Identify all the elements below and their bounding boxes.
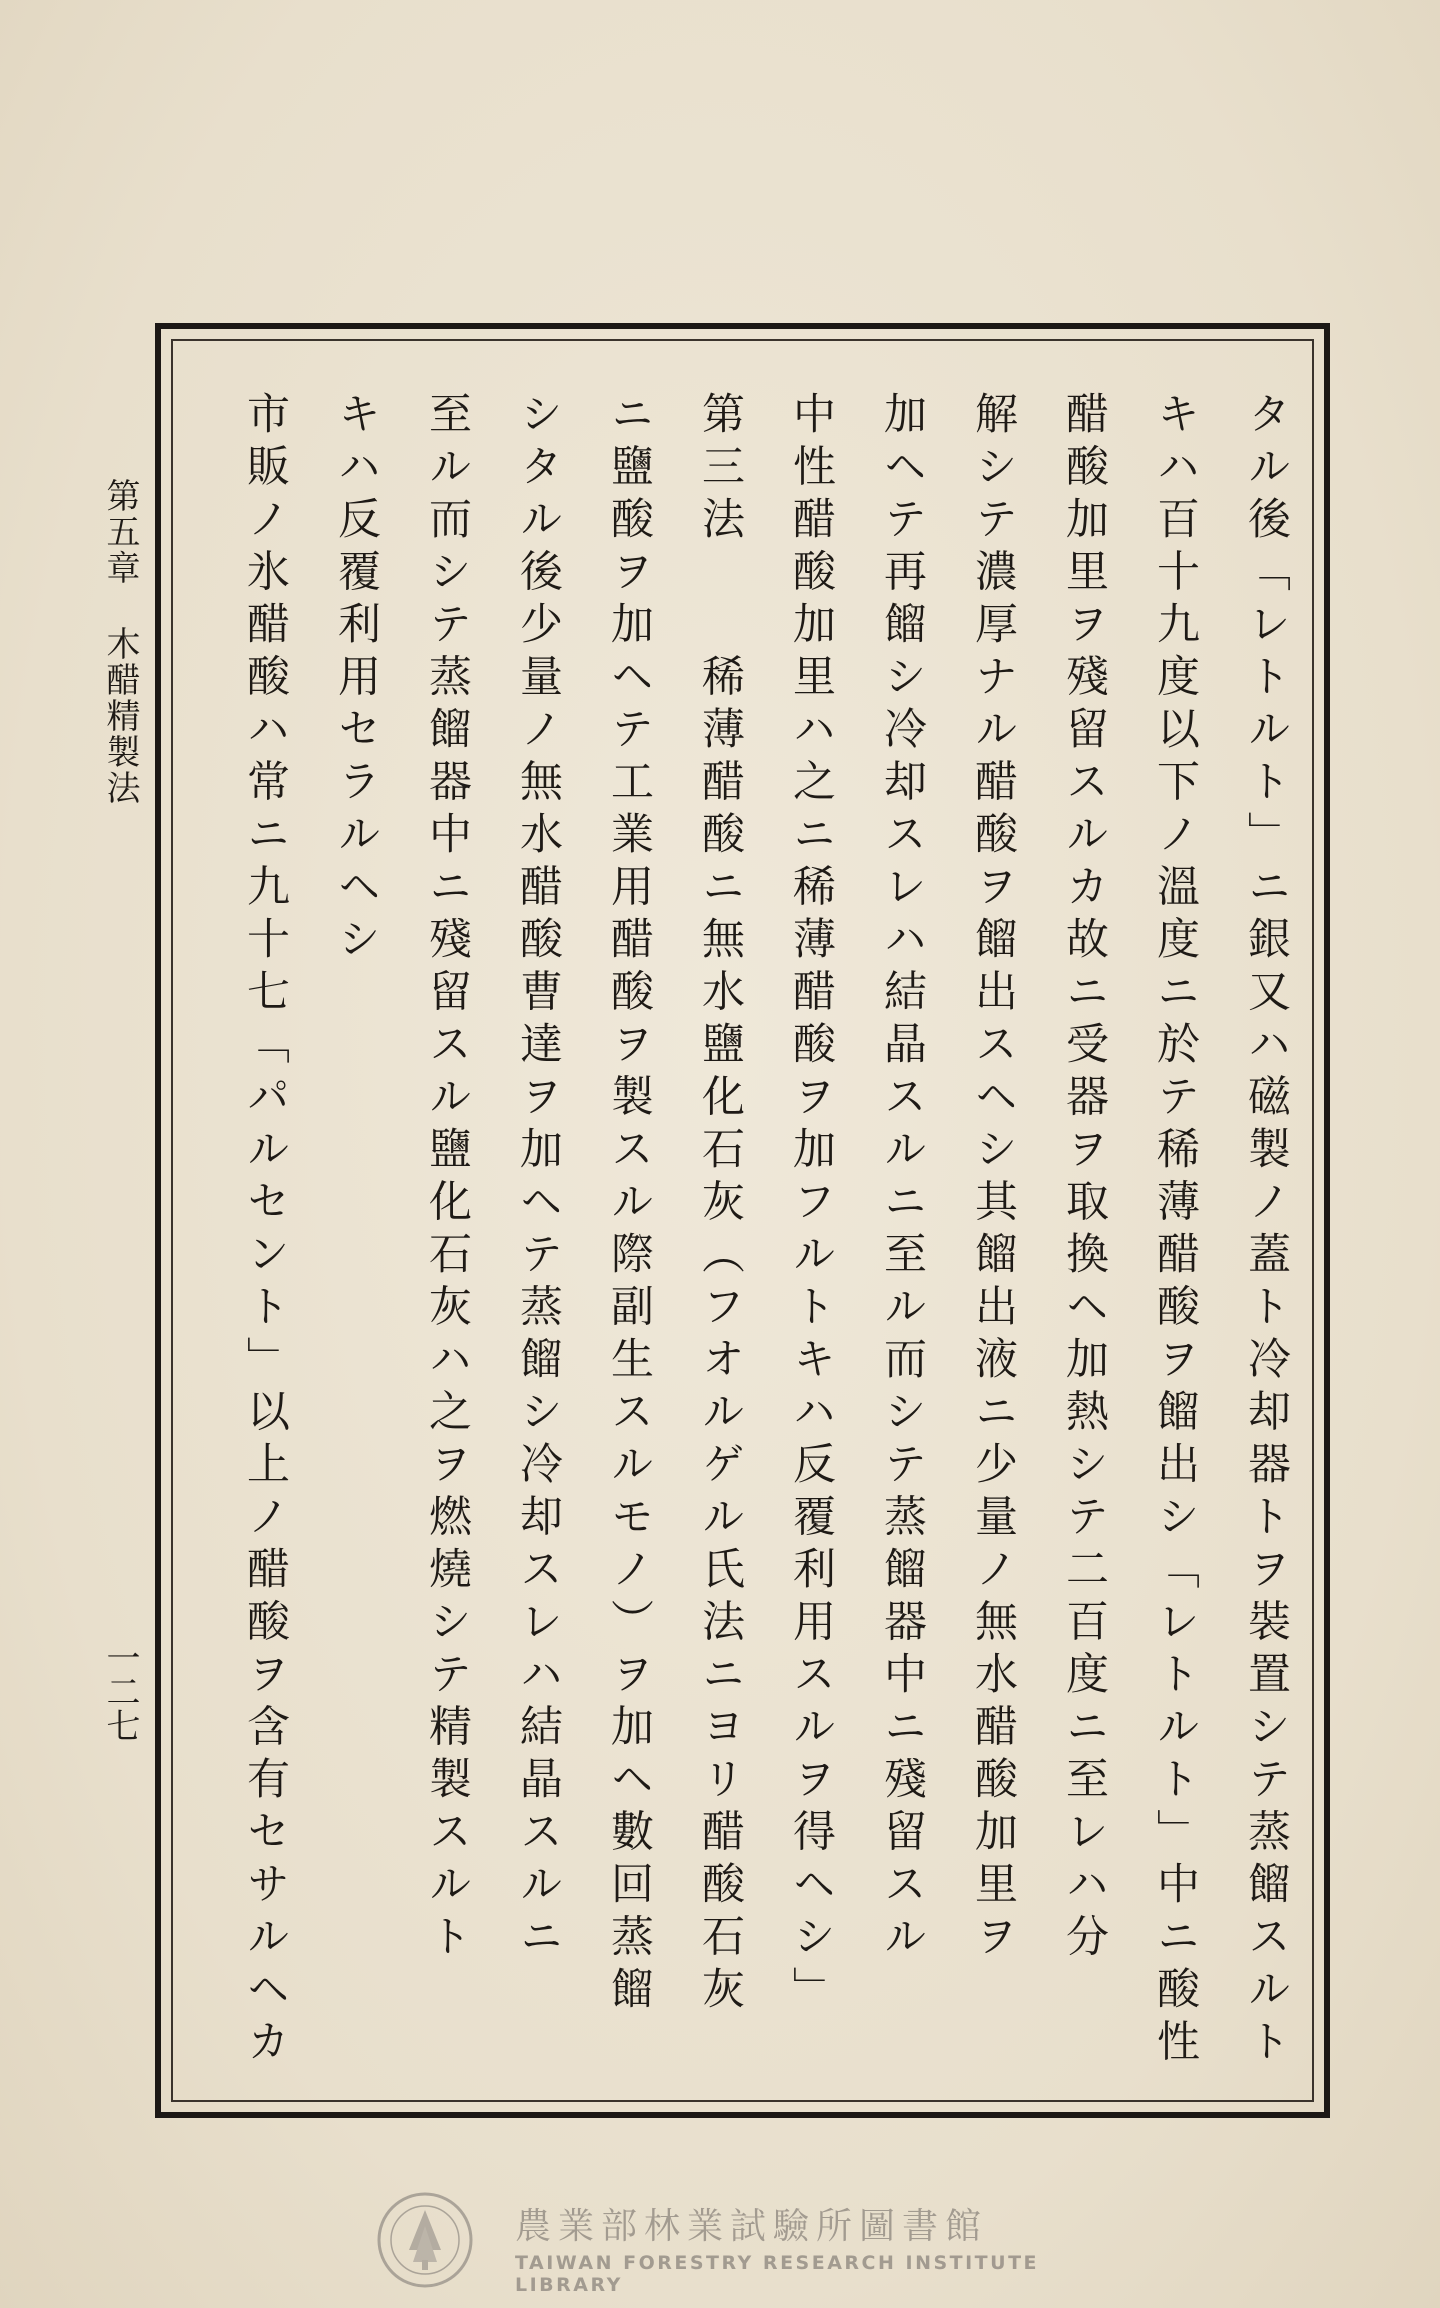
page-number: 一二七 <box>100 1640 140 1742</box>
text-column-12: 市販ノ氷醋酸ハ常ニ九十七「パルセント」以上ノ醋酸ヲ含有セサルヘカ <box>240 391 290 2071</box>
text-column-11: キハ反覆利用セラルヘシ <box>331 391 381 969</box>
library-name: 農業部林業試驗所圖書館 <box>515 2206 989 2247</box>
text-column-3: 醋酸加里ヲ殘留スルカ故ニ受器ヲ取換ヘ加熱シテ二百度ニ至レハ分 <box>1059 391 1109 1966</box>
running-head <box>100 478 140 806</box>
text-column-9: シタル後少量ノ無水醋酸曹達ヲ加ヘテ蒸餾シ冷却スレハ結晶スルニ <box>513 391 563 1966</box>
text-column-4: 解シテ濃厚ナル醋酸ヲ餾出スヘシ其餾出液ニ少量ノ無水醋酸加里ヲ <box>968 391 1018 1966</box>
body-text <box>211 391 1311 2071</box>
chapter-label: 第五章 <box>100 478 140 586</box>
text-column-10: 至ル而シテ蒸餾器中ニ殘留スル鹽化石灰ハ之ヲ燃燒シテ精製スルト <box>422 391 472 1966</box>
text-column-5: 加ヘテ再餾シ冷却スレハ結晶スルニ至ル而シテ蒸餾器中ニ殘留スル <box>877 391 927 1966</box>
text-column-1: タル後「レトルト」ニ銀又ハ磁製ノ蓋ト冷却器トヲ裝置シテ蒸餾スルト <box>1241 391 1291 2071</box>
text-column-8: ニ鹽酸ヲ加ヘテ工業用醋酸ヲ製スル際副生スルモノ）ヲ加ヘ數回蒸餾 <box>604 391 654 2019</box>
library-seal-icon <box>375 2190 475 2290</box>
text-column-6: 中性醋酸加里ハ之ニ稀薄醋酸ヲ加フルトキハ反覆利用スルヲ得ヘシ」 <box>786 391 836 2019</box>
library-watermark <box>375 2190 1075 2296</box>
text-column-2: キハ百十九度以下ノ溫度ニ於テ稀薄醋酸ヲ餾出シ「レトルト」中ニ酸性 <box>1150 391 1200 2071</box>
library-name-english: TAIWAN FORESTRY RESEARCH INSTITUTE LIBRARY <box>515 2252 1040 2296</box>
text-frame <box>155 323 1330 2118</box>
text-column-7: 第三法 稀薄醋酸ニ無水鹽化石灰（フオルゲル氏法ニヨリ醋酸石灰 <box>695 391 745 2019</box>
chapter-title: 木醋精製法 <box>100 626 140 806</box>
